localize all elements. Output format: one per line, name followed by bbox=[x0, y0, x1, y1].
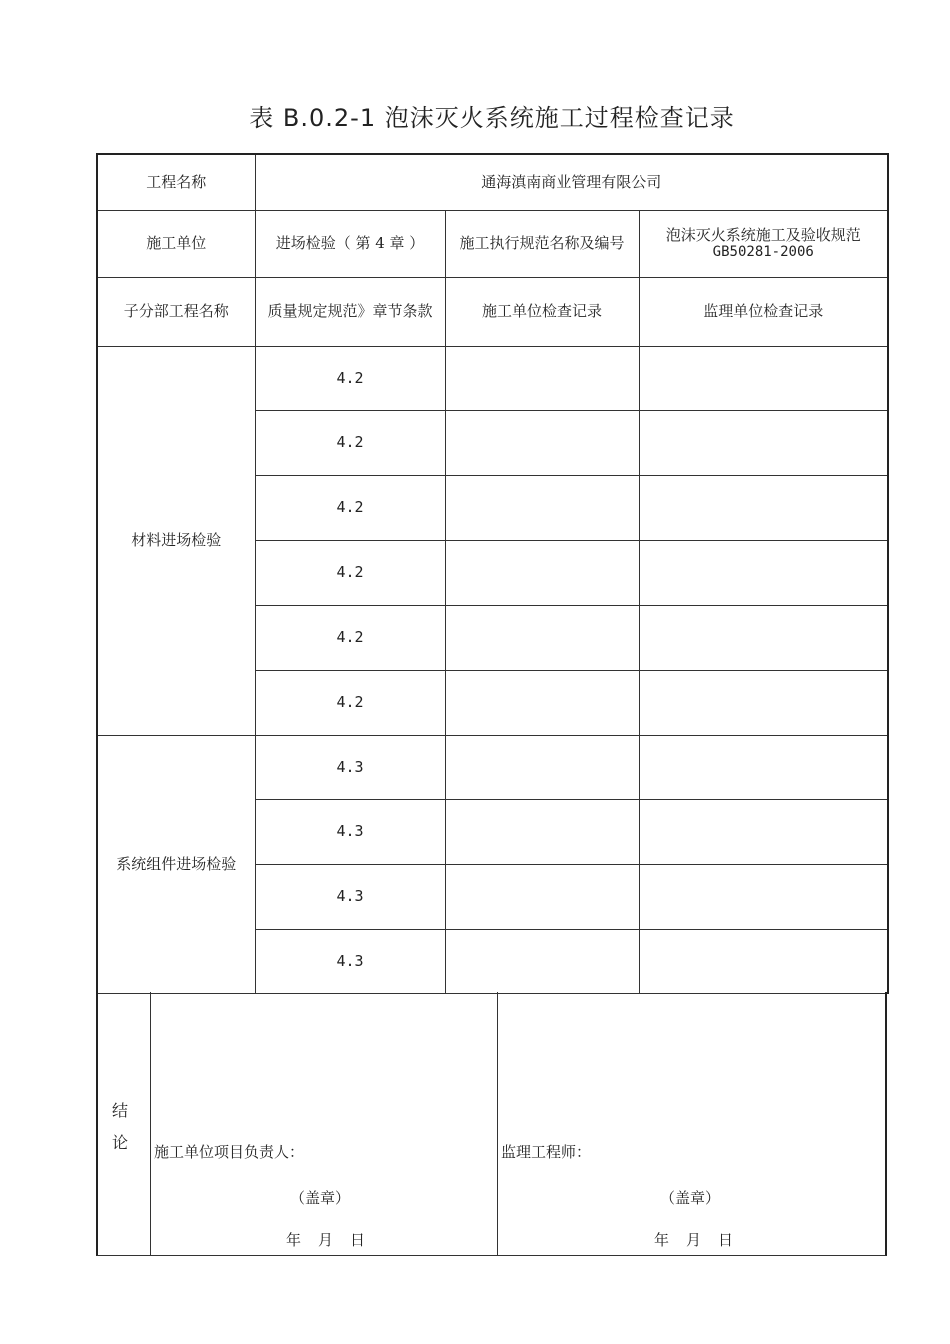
table-row bbox=[97, 346, 888, 410]
conclusion-label-char: 论 bbox=[112, 1133, 129, 1152]
supervisor-record-cell[interactable] bbox=[639, 929, 888, 993]
standard-label: 施工执行规范名称及编号 bbox=[445, 210, 639, 277]
inspection-phase: 进场检验（ 第 4 章 ） bbox=[255, 210, 445, 277]
contractor-record-cell[interactable] bbox=[445, 799, 639, 864]
contractor-record-label: 施工单位检查记录 bbox=[445, 277, 639, 346]
contractor-record-cell[interactable] bbox=[445, 670, 639, 735]
supervisor-date[interactable]: 年 月 日 bbox=[654, 1231, 735, 1249]
contractor-date[interactable]: 年 月 日 bbox=[286, 1231, 367, 1249]
clause-cell: 4.2 bbox=[255, 475, 445, 540]
contractor-record-cell[interactable] bbox=[445, 540, 639, 605]
clause-cell: 4.2 bbox=[255, 410, 445, 475]
sub-project-label: 子分部工程名称 bbox=[97, 277, 255, 346]
contractor-record-cell[interactable] bbox=[445, 410, 639, 475]
group-name-components: 系统组件进场检验 bbox=[97, 735, 255, 993]
clause-cell: 4.2 bbox=[255, 540, 445, 605]
conclusion-label bbox=[98, 992, 150, 1256]
inspection-table bbox=[96, 153, 889, 994]
clause-label: 质量规定规范》章节条款 bbox=[255, 277, 445, 346]
contractor-record-cell[interactable] bbox=[445, 735, 639, 799]
contractor-record-cell[interactable] bbox=[445, 605, 639, 670]
supervisor-record-cell[interactable] bbox=[639, 670, 888, 735]
signature-divider bbox=[497, 992, 498, 1256]
clause-cell: 4.3 bbox=[255, 864, 445, 929]
contractor-record-cell[interactable] bbox=[445, 929, 639, 993]
conclusion-divider bbox=[150, 992, 151, 1256]
project-name-value: 通海滇南商业管理有限公司 bbox=[255, 154, 888, 210]
clause-cell: 4.2 bbox=[255, 605, 445, 670]
construction-unit-row bbox=[97, 210, 888, 277]
supervisor-record-cell[interactable] bbox=[639, 605, 888, 670]
supervisor-record-cell[interactable] bbox=[639, 799, 888, 864]
supervisor-record-cell[interactable] bbox=[639, 735, 888, 799]
clause-cell: 4.2 bbox=[255, 670, 445, 735]
project-name-row bbox=[97, 154, 888, 210]
clause-cell: 4.3 bbox=[255, 799, 445, 864]
contractor-record-cell[interactable] bbox=[445, 346, 639, 410]
supervisor-record-cell[interactable] bbox=[639, 864, 888, 929]
column-header-row bbox=[97, 277, 888, 346]
supervisor-sign-label: 监理工程师： bbox=[501, 1143, 592, 1161]
project-name-label: 工程名称 bbox=[97, 154, 255, 210]
supervisor-record-cell[interactable] bbox=[639, 346, 888, 410]
construction-unit-label: 施工单位 bbox=[97, 210, 255, 277]
contractor-record-cell[interactable] bbox=[445, 475, 639, 540]
contractor-sign-label: 施工单位项目负责人： bbox=[154, 1143, 305, 1161]
standard-code: GB50281-2006 bbox=[712, 243, 814, 260]
conclusion-section bbox=[96, 992, 887, 1256]
document-title: 表 B.0.2-1 泡沫灭火系统施工过程检查记录 bbox=[249, 104, 735, 132]
contractor-record-cell[interactable] bbox=[445, 864, 639, 929]
standard-cell bbox=[639, 210, 888, 277]
clause-cell: 4.3 bbox=[255, 929, 445, 993]
supervisor-record-cell[interactable] bbox=[639, 475, 888, 540]
clause-cell: 4.2 bbox=[255, 346, 445, 410]
supervisor-record-cell[interactable] bbox=[639, 410, 888, 475]
supervisor-record-label: 监理单位检查记录 bbox=[639, 277, 888, 346]
clause-cell: 4.3 bbox=[255, 735, 445, 799]
contractor-seal: （盖章） bbox=[290, 1189, 351, 1207]
standard-name: 泡沫灭火系统施工及验收规范 bbox=[665, 225, 861, 244]
conclusion-label-char: 结 bbox=[112, 1101, 129, 1120]
supervisor-record-cell[interactable] bbox=[639, 540, 888, 605]
supervisor-seal: （盖章） bbox=[660, 1189, 721, 1207]
table-row bbox=[97, 735, 888, 799]
group-name-materials: 材料进场检验 bbox=[97, 346, 255, 735]
